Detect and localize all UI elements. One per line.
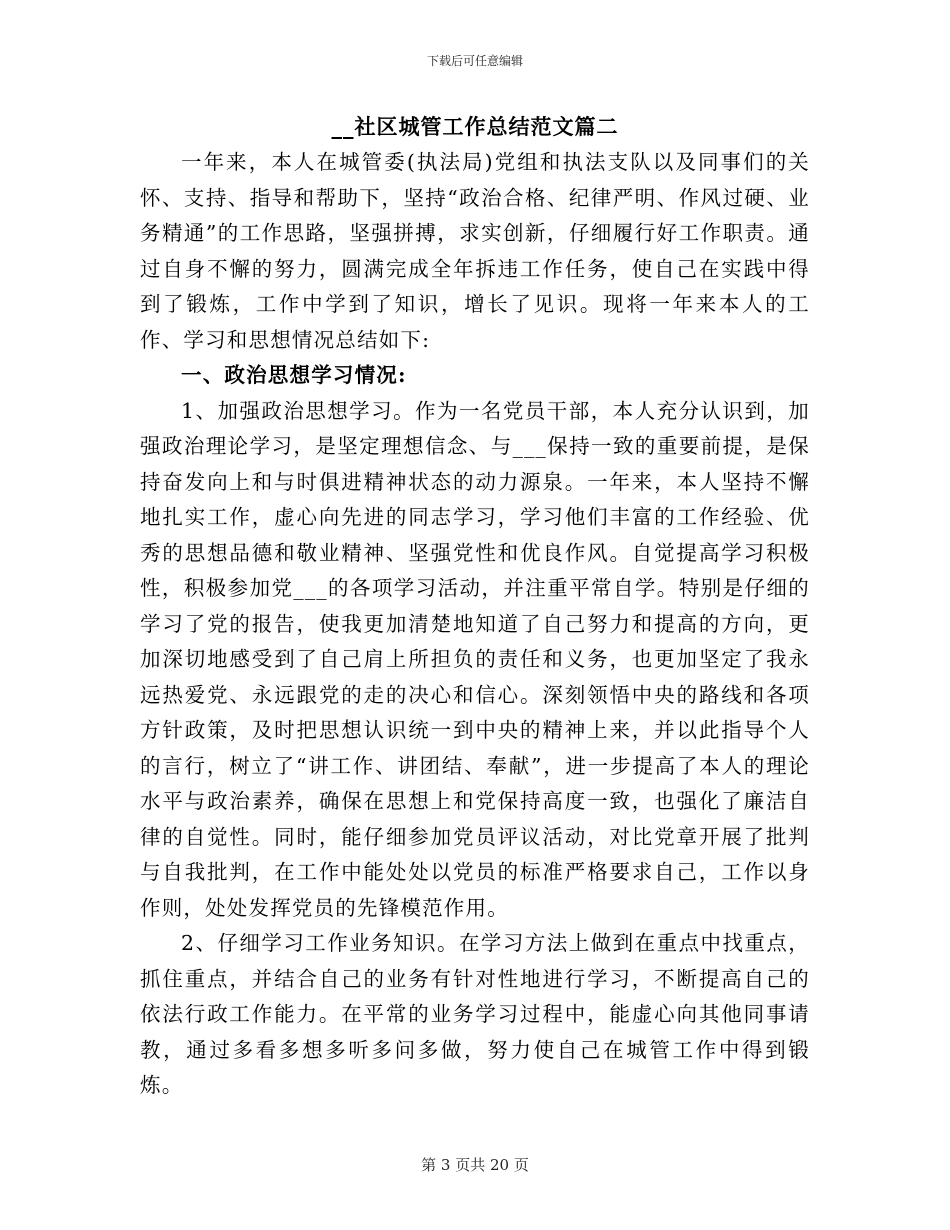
section-heading: 一、政治思想学习情况: [181,363,407,387]
page-number-footer: 第 3 页共 20 页 [421,1156,529,1174]
body-paragraph: 2、仔细学习工作业务知识。在学习方法上做到在重点中找重点，抓住重点，并结合自己的业务有针对性地进行学习，不断提高自己的依法行政工作能力。在平常的业务学习过程中，能虚心向其他同事请教，通过多看多想多听多问多做，努力使自己在城管工作中得到锻炼。 [140,931,810,1097]
document-body [140,145,810,1104]
intro-paragraph: 一年来，本人在城管委(执法局)党组和执法支队以及同事们的关怀、支持、指导和帮助下，坚持“政治合格、纪律严明、作风过硬、业务精通”的工作思路，坚强拼搏，求实创新，仔细履行好工作职责。通过自身不懈的努力，圆满完成全年拆违工作任务，使自己在实践中得到了锻炼，工作中学到了知识，增长了见识。现将一年来本人的工作、学习和思想情况总结如下: [140,150,810,352]
body-paragraph: 1、加强政治思想学习。作为一名党员干部，本人充分认识到，加强政治理论学习，是坚定理想信念、与___保持一致的重要前提，是保持奋发向上和与时俱进精神状态的动力源泉。一年来，本人坚持不懈地扎实工作，虚心向先进的同志学习，学习他们丰富的工作经验、优秀的思想品德和敬业精神、坚强党性和优良作风。自觉提高学习积极性，积极参加党___的各项学习活动，并注重平常自学。特别是仔细的学习了党的报告，使我更加清楚地知道了自己努力和提高的方向，更加深切地感受到了自己肩上所担负的责任和义务，也更加坚定了我永远热爱党、永远跟党的走的决心和信心。深刻领悟中央的路线和各项方针政策，及时把思想认识统一到中央的精神上来，并以此指导个人的言行，树立了“讲工作、讲团结、奉献”，进一步提高了本人的理论水平与政治素养，确保在思想上和党保持高度一致，也强化了廉洁自律的自觉性。同时，能仔细参加党员评议活动，对比党章开展了批判与自我批判，在工作中能处处以党员的标准严格要求自己，工作以身作则，处处发挥党员的先锋模范作用。 [140,398,810,920]
header-note: 下载后可任意编辑 [426,54,523,68]
page-title: __社区城管工作总结范文篇二 [331,114,619,139]
